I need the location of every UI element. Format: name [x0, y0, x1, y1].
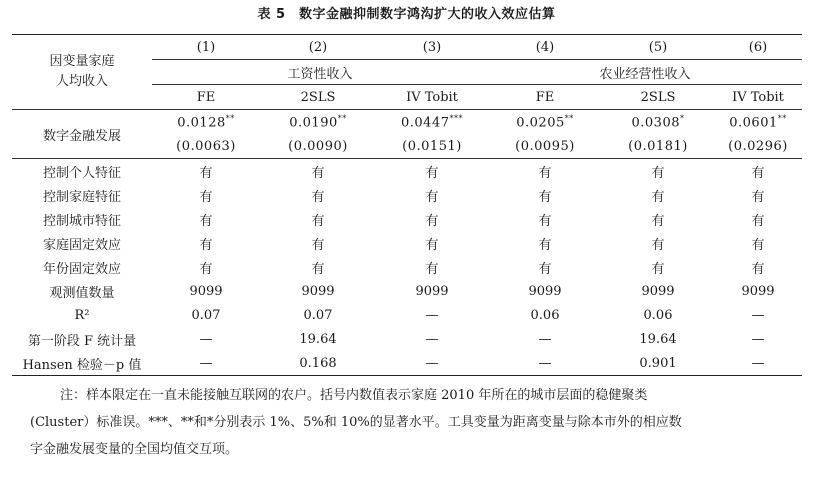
table-cell: 有: [199, 165, 213, 181]
table-cell: 有: [311, 213, 325, 229]
table-cell: 有: [425, 213, 439, 229]
table-cell: 有: [751, 261, 765, 277]
table-cell: 有: [199, 261, 213, 277]
table-cell: 有: [651, 237, 665, 253]
method: FE: [488, 85, 602, 110]
method: 2SLS: [602, 85, 714, 110]
table-cell: —: [425, 331, 439, 347]
regression-table: [12, 34, 802, 376]
method: IV Tobit: [714, 85, 802, 110]
table-cell: 9099: [741, 283, 775, 299]
dep-var-label: [12, 35, 152, 110]
table-cell: 有: [651, 165, 665, 181]
group-agri-income: 农业经营性收入: [488, 60, 802, 85]
table-cell: 有: [538, 237, 552, 253]
coef-cell: 0.0205**: [516, 113, 574, 131]
table-cell: 0.07: [191, 307, 221, 323]
se-cell: (0.0063): [176, 138, 236, 154]
row-label: 控制个人特征: [42, 165, 121, 181]
coef-cell: 0.0308*: [631, 113, 685, 131]
table-cell: —: [199, 331, 213, 347]
table-cell: 19.64: [639, 331, 677, 347]
note-line3: 字金融发展变量的全国均值交互项。: [30, 442, 239, 457]
table-cell: 有: [538, 261, 552, 277]
table-cell: —: [425, 355, 439, 371]
table-cell: —: [199, 355, 213, 371]
table-note: [32, 382, 802, 463]
se-cell: (0.0095): [515, 138, 575, 154]
table-row: [12, 183, 802, 207]
col-number: (5): [648, 39, 668, 55]
table-cell: 有: [311, 237, 325, 253]
table-cell: 有: [425, 165, 439, 181]
table-cell: 0.06: [530, 307, 560, 323]
table-cell: —: [751, 355, 765, 371]
table-cell: 有: [311, 261, 325, 277]
table-cell: 0.06: [643, 307, 673, 323]
row-label: 控制家庭特征: [42, 189, 121, 205]
row-label: 第一阶段 F 统计量: [27, 333, 137, 349]
table-row: [12, 159, 802, 184]
table-cell: 9099: [641, 283, 675, 299]
table-cell: 有: [425, 261, 439, 277]
row-label: 观测值数量: [49, 285, 115, 301]
method: FE: [152, 85, 260, 110]
table-cell: 9099: [189, 283, 223, 299]
table-cell: 有: [651, 213, 665, 229]
table-cell: 9099: [301, 283, 335, 299]
table-cell: 9099: [528, 283, 562, 299]
table-cell: 有: [199, 189, 213, 205]
table-cell: —: [538, 355, 552, 371]
table-cell: 有: [311, 165, 325, 181]
row-label: Hansen 检验－p 值: [22, 357, 142, 373]
se-cell: (0.0151): [402, 138, 462, 154]
row-label: 年份固定效应: [42, 261, 121, 277]
table-cell: 有: [425, 237, 439, 253]
table-row: [12, 279, 802, 303]
dep-var-line2: 人均收入: [55, 74, 108, 89]
table-cell: 有: [199, 213, 213, 229]
col-number: (2): [308, 39, 328, 55]
table-cell: 有: [651, 261, 665, 277]
method: IV Tobit: [376, 85, 488, 110]
col-number: (1): [196, 39, 216, 55]
note-line1: 注：样本限定在一直未能接触互联网的农户。括号内数值表示家庭 2010 年所在的城市层面的稳健聚类: [60, 388, 648, 403]
table-cell: 有: [538, 165, 552, 181]
note-line2: (Cluster）标准误。***、**和*分别表示 1%、5%和 10%的显著水平。工具变量为距离变量与除本市外的相应数: [30, 415, 682, 430]
coef-cell: 0.0601**: [729, 113, 787, 131]
table-cell: 有: [751, 237, 765, 253]
table-cell: 有: [538, 213, 552, 229]
table-row: [12, 351, 802, 376]
coef-cell: 0.0447***: [401, 113, 463, 131]
coef-cell: 0.0128**: [177, 113, 235, 131]
row-label: 家庭固定效应: [42, 237, 121, 253]
table-cell: 有: [751, 189, 765, 205]
method: 2SLS: [260, 85, 376, 110]
control-rows: [12, 159, 802, 280]
table-cell: 有: [538, 189, 552, 205]
table-cell: 9099: [415, 283, 449, 299]
table-cell: 有: [751, 165, 765, 181]
se-cell: (0.0296): [728, 138, 788, 154]
coef-cell: 0.0190**: [289, 113, 347, 131]
table-cell: —: [751, 307, 765, 323]
group-wage-income: 工资性收入: [152, 60, 488, 85]
se-cell: (0.0090): [288, 138, 348, 154]
table-cell: —: [751, 331, 765, 347]
col-number: (3): [422, 39, 442, 55]
col-number: (6): [748, 39, 768, 55]
table-cell: 有: [651, 189, 665, 205]
table-cell: —: [425, 307, 439, 323]
table-cell: 0.168: [299, 355, 337, 371]
stat-rows: [12, 279, 802, 376]
col-number: (4): [535, 39, 555, 55]
table-row: [12, 327, 802, 351]
row-label: R²: [74, 307, 90, 323]
table-row: [12, 255, 802, 279]
table-row: [12, 231, 802, 255]
dep-var-line1: 因变量家庭: [49, 54, 115, 69]
table-cell: —: [538, 331, 552, 347]
se-cell: (0.0181): [628, 138, 688, 154]
table-cell: 有: [311, 189, 325, 205]
table-cell: 有: [751, 213, 765, 229]
table-cell: 19.64: [299, 331, 337, 347]
table-cell: 有: [425, 189, 439, 205]
header-row-numbers: [12, 35, 802, 60]
coef-label: 数字金融发展: [42, 128, 121, 144]
coef-row: [12, 110, 802, 135]
table-cell: 0.07: [303, 307, 333, 323]
table-cell: 有: [199, 237, 213, 253]
row-label: 控制城市特征: [42, 213, 121, 229]
table-row: [12, 207, 802, 231]
table-row: [12, 303, 802, 327]
table-caption: 表 5 数字金融抑制数字鸿沟扩大的收入效应估算: [257, 7, 556, 22]
table-cell: 0.901: [639, 355, 677, 371]
